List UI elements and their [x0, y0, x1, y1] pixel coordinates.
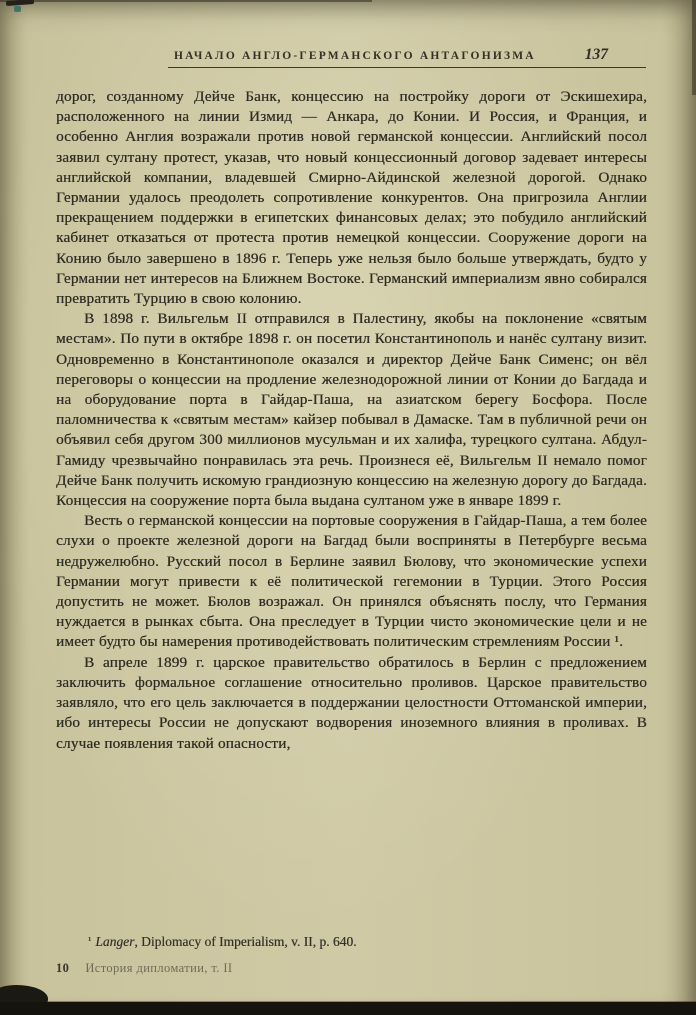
footnote-text: , Diplomacy of Imperialism, v. II, p. 640. — [134, 934, 357, 949]
signature-title: История дипломатии, т. II — [85, 961, 233, 975]
scan-teal-mark — [14, 6, 21, 12]
paragraph: В апреле 1899 г. царское правительство обратилось в Берлин с предложением заключить формальное соглашение относительно проливов. Царское правительство заявляло, что его цель заключается в поддержании целостности Оттоманской империи, ибо интересы России не допускают водворения иноземного влияния в проливах. В случае появления такой опасности, — [56, 653, 647, 752]
paragraph: дорог, созданному Дейче Банк, концессию на постройку дороги от Эскишехира, расположенного на линии Измид — Анкара, до Конии. И Россия, и Франция, и особенно Англия возражали против новой германской концессии. Английский посол заявил султану протест, указав, что новый концессионный договор задевает интересы английской компании, владевшей Смирно-Айдинской железной дорогой. Однако Германии удалось преодолеть сопротивление конкурентов. Она пригрозила Англии прекращением поддержки в египетских финансовых делах; это побудило английский кабинет отказаться от протеста против немецкой концессии. Сооружение дороги на Конию было завершено в 1896 г. Теперь уже нельзя было больше утверждать, будто у Германии нет интересов на Ближнем Востоке. Германский империализм явно собирался превратить Турцию в свою колонию. — [56, 88, 647, 308]
footnote-marker: ¹ — [88, 935, 92, 947]
scan-corner-mark — [6, 0, 34, 6]
body-text — [56, 87, 647, 754]
paragraph: В 1898 г. Вильгельм II отправился в Палестину, якобы на поклонение «святым местам». По пути в октябре 1898 г. он посетил Константинополь и нанёс султану визит. Одновременно в Константинополе оказался и директор Дейче Банк Сименс; он вёл переговоры о концессии на продление железнодорожной линии от Конии до Багдада и на оборудование порта в Гайдар-Паша, на азиатском берегу Босфора. После паломничества к «святым местам» кайзер побывал в Дамаске. Там в публичной речи он объявил себя другом 300 миллионов мусульман и их халифа, турецкого султана. Абдул-Гамиду чрезвычайно понравилась эта речь. Произнеся её, Вильгельм II немало помог Дейче Банк получить искомую грандиозную концессию на железную дорогу до Багдада. Концессия на сооружение порта была выдана султаном уже в январе 1899 г. — [56, 310, 647, 510]
scan-right-edge-shadow — [692, 0, 696, 95]
scan-top-edge-line — [0, 0, 372, 2]
running-head-title: НАЧАЛО АНГЛО-ГЕРМАНСКОГО АНТАГОНИЗМА — [174, 50, 536, 62]
footnote-author: Langer — [95, 934, 135, 949]
running-head — [56, 48, 646, 74]
scan-bottom-edge — [0, 1002, 696, 1015]
footnote — [88, 934, 357, 950]
signature-number: 10 — [56, 961, 70, 975]
page-number: 137 — [584, 46, 608, 63]
paragraph: Весть о германской концессии на портовые сооружения в Гайдар-Паша, а тем более слухи о проекте железной дороги на Багдад были восприняты в Петербурге весьма недружелюбно. Русский посол в Берлине заявил Бюлову, что экономические успехи Германии могут привести к её политической гегемонии в Турции. Этого Россия допустить не может. Бюлов возражал. Он принялся объяснять послу, что Германия нуждается в рынках сбыта. Она преследует в Турции чисто экономические цели и не имеет будто бы намерения противодействовать политическим стремлениям России ¹. — [56, 512, 647, 651]
running-head-rule — [168, 67, 646, 68]
print-signature — [56, 961, 232, 976]
